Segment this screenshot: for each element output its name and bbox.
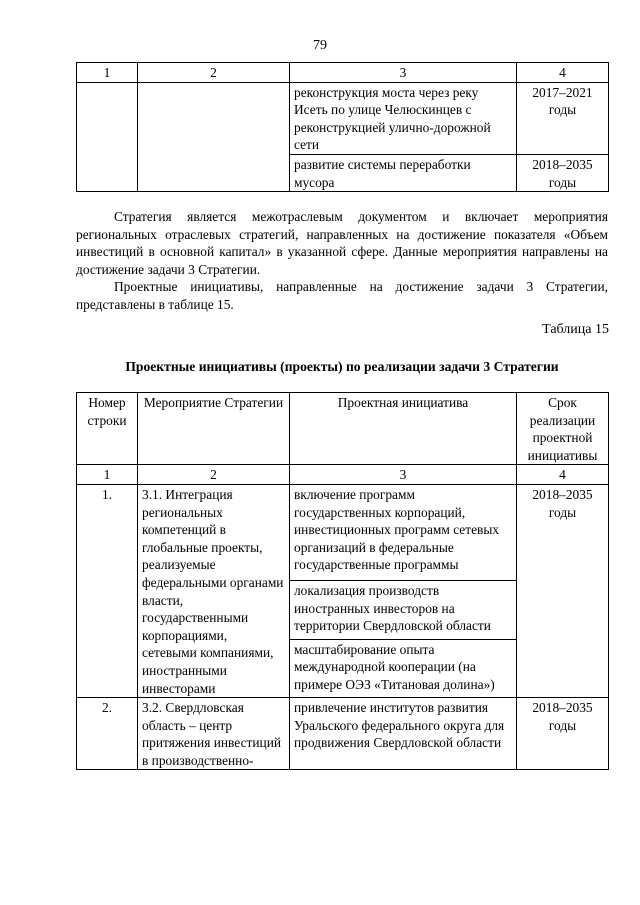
- table-row: [77, 484, 609, 580]
- activity-cell: 3.1. Интеграция региональных компетенций в глобальные проекты, реализуемые федеральными органами власти, государственными корпорациями, сетевыми компаниями, иностранными инвесторами: [138, 484, 290, 697]
- continuation-table: [76, 62, 609, 192]
- table-row: [77, 698, 609, 770]
- header-cell: 1: [77, 63, 138, 83]
- term-cell: 2018–2035 годы: [517, 154, 609, 191]
- table-15: [76, 392, 609, 770]
- table-row: [77, 82, 609, 154]
- initiative-cell: масштабирование опыта международной кооперации (на примере ОЭЗ «Титановая долина»): [290, 639, 517, 698]
- header-cell: 3: [290, 63, 517, 83]
- initiative-cell: развитие системы переработки мусора: [290, 154, 517, 191]
- header-cell: Номер строки: [77, 393, 138, 465]
- table-title: Проектные инициативы (проекты) по реализации задачи 3 Стратегии: [125, 359, 559, 374]
- header-cell: Проектная инициатива: [290, 393, 517, 465]
- table-label: Таблица 15: [542, 322, 609, 337]
- header-cell: 2: [138, 465, 290, 485]
- table-header-row: [77, 63, 609, 83]
- header-cell: 1: [77, 465, 138, 485]
- paragraph: Стратегия является межотраслевым документом и включает мероприятия региональных отраслевых стратегий, направленных на достижение показателя «Объем инвестиций в основной капитал» в указанной сфере. Данные мероприятия направлены на достижение задачи 3 Стратегии.: [76, 209, 608, 277]
- table-number-row: [77, 465, 609, 485]
- initiative-cell: локализация производств иностранных инвесторов на территории Свердловской области: [290, 581, 517, 640]
- paragraph: Проектные инициативы, направленные на достижение задачи 3 Стратегии, представлены в таблице 15.: [76, 279, 608, 312]
- activity-cell: 3.2. Свердловская область – центр притяжения инвестиций в производственно-: [138, 698, 290, 770]
- header-cell: 3: [290, 465, 517, 485]
- initiative-cell: привлечение институтов развития Уральского федерального округа для продвижения Свердловской области: [290, 698, 517, 770]
- row-number-cell: 2.: [77, 698, 138, 770]
- header-cell: 4: [517, 63, 609, 83]
- header-cell: 4: [517, 465, 609, 485]
- page-number: 79: [313, 38, 327, 53]
- table-cell: [77, 82, 138, 192]
- body-text: [76, 208, 608, 314]
- table-cell: [138, 82, 290, 192]
- initiative-cell: реконструкция моста через реку Исеть по улице Челюскинцев с реконструкцией улично-дорожной сети: [290, 82, 517, 154]
- row-number-cell: 1.: [77, 484, 138, 697]
- header-cell: Мероприятие Стратегии: [138, 393, 290, 465]
- term-cell: 2018–2035 годы: [517, 698, 609, 770]
- table-header-row: [77, 393, 609, 465]
- initiative-cell: включение программ государственных корпораций, инвестиционных программ сетевых организаций в федеральные государственные программы: [290, 484, 517, 580]
- header-cell: Срок реализации проектной инициативы: [517, 393, 609, 465]
- header-cell: 2: [138, 63, 290, 83]
- term-cell: 2017–2021 годы: [517, 82, 609, 154]
- term-cell: 2018–2035 годы: [517, 484, 609, 697]
